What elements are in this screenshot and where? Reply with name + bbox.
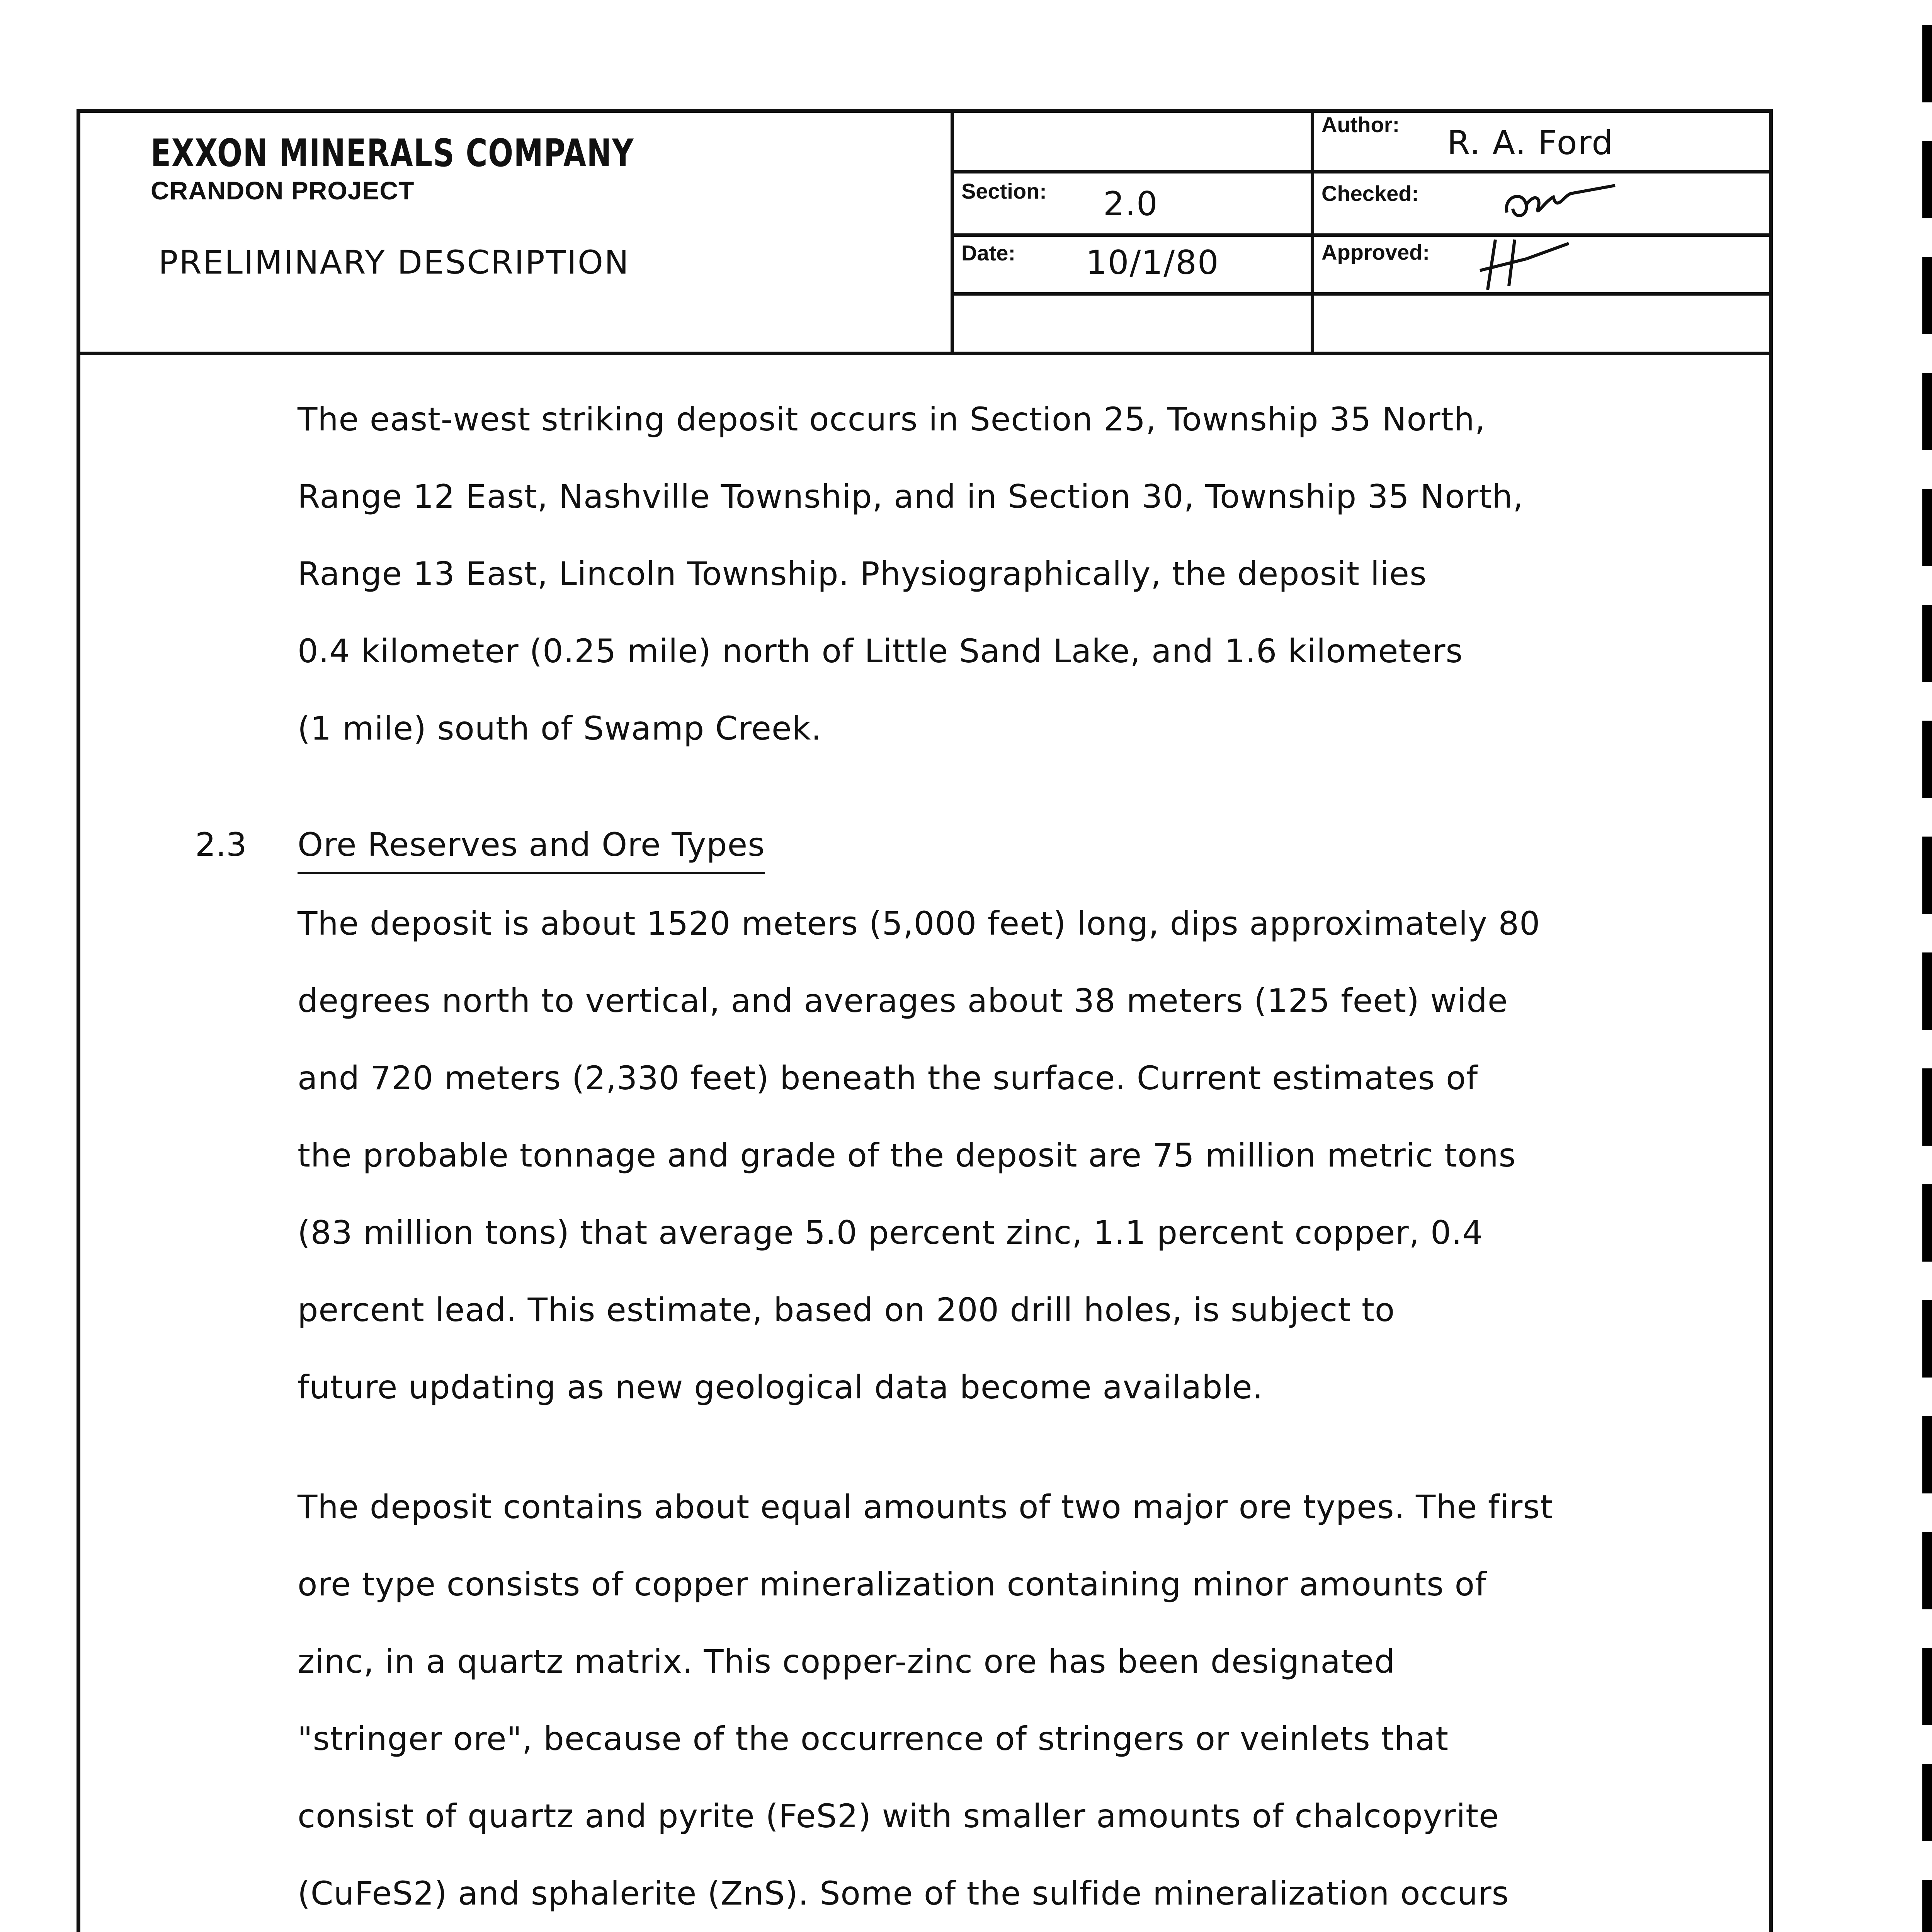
approved-signature: [1472, 232, 1580, 294]
text-line: the probable tonnage and grade of the deposit are 75 million metric tons: [298, 1136, 1516, 1174]
binding-mark: [1922, 952, 1932, 1030]
binding-mark: [1922, 1300, 1932, 1378]
grid-line: [951, 292, 1773, 296]
grid-line: [951, 233, 1773, 237]
author-label: Author:: [1321, 112, 1400, 137]
text-line: The east-west striking deposit occurs in Section 25, Township 35 North,: [298, 400, 1486, 438]
binding-mark: [1922, 1648, 1932, 1725]
grid-line: [951, 109, 954, 353]
text-line: (CuFeS2) and sphalerite (ZnS). Some of the sulfide mineralization occurs: [298, 1874, 1509, 1912]
text-line: degrees north to vertical, and averages about 38 meters (125 feet) wide: [298, 982, 1508, 1020]
project-name: CRANDON PROJECT: [151, 176, 415, 205]
paragraph-location: [298, 381, 1758, 767]
binding-mark: [1922, 1416, 1932, 1493]
binding-mark: [1922, 1068, 1932, 1146]
binding-mark: [1922, 837, 1932, 914]
text-line: (1 mile) south of Swamp Creek.: [298, 709, 822, 747]
text-line: "stringer ore", because of the occurrence of stringers or veinlets that: [298, 1720, 1449, 1758]
text-line: (83 million tons) that average 5.0 percent zinc, 1.1 percent copper, 0.4: [298, 1214, 1483, 1252]
section-number: 2.3: [195, 826, 247, 864]
binding-mark: [1922, 1880, 1932, 1932]
binding-mark: [1922, 1764, 1932, 1841]
text-line: consist of quartz and pyrite (FeS2) with smaller amounts of chalcopyrite: [298, 1797, 1499, 1835]
document-title: PRELIMINARY DESCRIPTION: [158, 243, 630, 281]
company-block: [151, 131, 770, 175]
header-divider: [77, 352, 1773, 355]
text-line: future updating as new geological data become available.: [298, 1368, 1264, 1406]
section-heading: Ore Reserves and Ore Types: [298, 814, 765, 874]
text-line: percent lead. This estimate, based on 200 drill holes, is subject to: [298, 1291, 1395, 1329]
binding-mark: [1922, 721, 1932, 798]
section-label: Section:: [961, 179, 1047, 203]
grid-line: [1311, 109, 1314, 353]
binding-mark: [1922, 141, 1932, 218]
binding-mark: [1922, 1532, 1932, 1609]
grid-line: [951, 170, 1773, 173]
paragraph-ore-types: [298, 1468, 1758, 1932]
checked-label: Checked:: [1321, 181, 1419, 206]
checked-signature: [1499, 170, 1623, 232]
text-line: Range 12 East, Nashville Township, and in Section 30, Township 35 North,: [298, 478, 1524, 515]
text-line: 0.4 kilometer (0.25 mile) north of Little Sand Lake, and 1.6 kilometers: [298, 632, 1463, 670]
text-line: The deposit is about 1520 meters (5,000 feet) long, dips approximately 80: [298, 905, 1541, 942]
binding-mark: [1922, 605, 1932, 682]
author-value: R. A. Ford: [1447, 124, 1614, 162]
text-line: The deposit contains about equal amounts of two major ore types. The first: [298, 1488, 1554, 1526]
text-line: ore type consists of copper mineralization containing minor amounts of: [298, 1565, 1487, 1603]
binding-mark: [1922, 1184, 1932, 1262]
text-line: and 720 meters (2,330 feet) beneath the surface. Current estimates of: [298, 1059, 1478, 1097]
section-value: 2.0: [1103, 185, 1158, 223]
binding-mark: [1922, 373, 1932, 450]
binding-mark: [1922, 25, 1932, 102]
binding-mark: [1922, 257, 1932, 334]
date-label: Date:: [961, 241, 1016, 265]
company-name: EXXON MINERALS COMPANY: [151, 131, 634, 175]
text-line: Range 13 East, Lincoln Township. Physiographically, the deposit lies: [298, 555, 1427, 593]
paragraph-reserves: [298, 885, 1758, 1426]
text-line: zinc, in a quartz matrix. This copper-zinc ore has been designated: [298, 1643, 1395, 1680]
approved-label: Approved:: [1321, 240, 1430, 264]
date-value: 10/1/80: [1086, 243, 1219, 282]
binding-mark: [1922, 489, 1932, 566]
